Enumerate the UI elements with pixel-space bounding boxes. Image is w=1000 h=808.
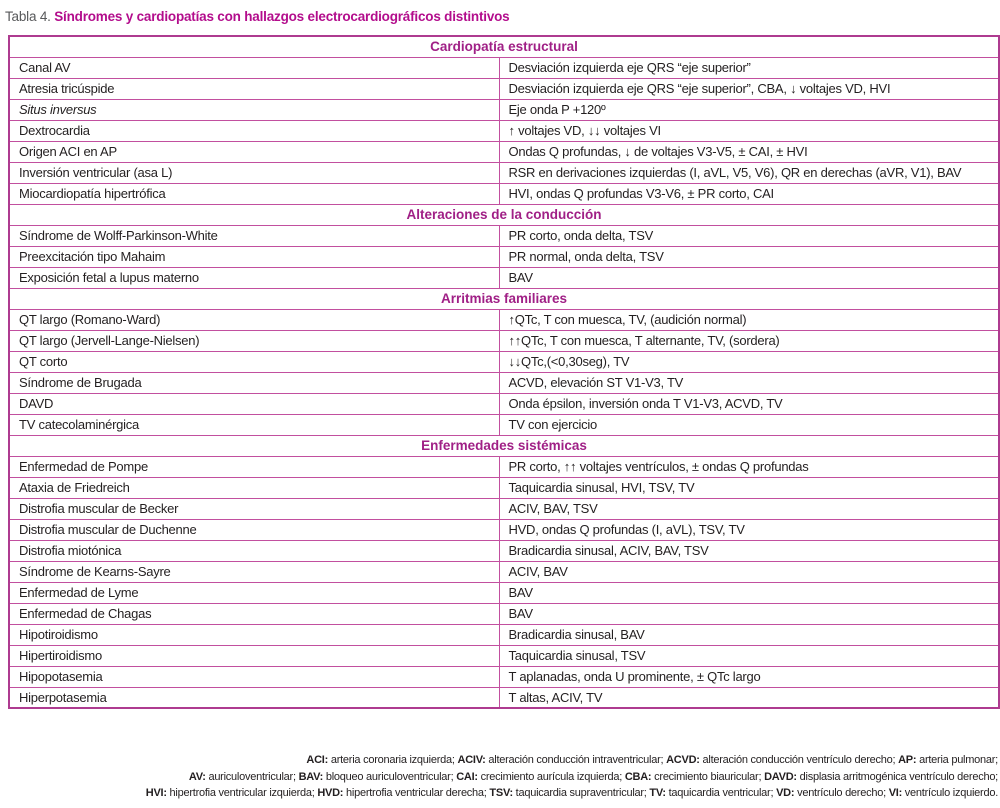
findings-cell: Bradicardia sinusal, BAV	[499, 624, 999, 645]
abbreviation-definition: alteración conducción intraventricular;	[485, 754, 667, 766]
findings-cell: Ondas Q profundas, ↓ de voltajes V3-V5, ± CAI, ± HVI	[499, 141, 999, 162]
findings-cell: ACIV, BAV	[499, 561, 999, 582]
findings-cell: ACIV, BAV, TSV	[499, 498, 999, 519]
table-row	[9, 78, 999, 99]
table-row	[9, 603, 999, 624]
findings-cell: BAV	[499, 603, 999, 624]
findings-cell: Desviación izquierda eje QRS “eje superior”, CBA, ↓ voltajes VD, HVI	[499, 78, 999, 99]
table-row	[9, 414, 999, 435]
table-row	[9, 456, 999, 477]
table-row	[9, 498, 999, 519]
findings-cell: RSR en derivaciones izquierdas (I, aVL, V5, V6), QR en derechas (aVR, V1), BAV	[499, 162, 999, 183]
table-row	[9, 99, 999, 120]
condition-cell: Preexcitación tipo Mahaim	[9, 246, 499, 267]
findings-cell: T aplanadas, onda U prominente, ± QTc largo	[499, 666, 999, 687]
condition-cell: DAVD	[9, 393, 499, 414]
section-header-row	[9, 435, 999, 456]
table-row	[9, 561, 999, 582]
condition-cell: Atresia tricúspide	[9, 78, 499, 99]
abbreviation-definition: hipertrofia ventricular derecha;	[343, 787, 490, 799]
section-header: Alteraciones de la conducción	[9, 204, 999, 225]
abbreviation-definition: arteria coronaria izquierda;	[328, 754, 458, 766]
condition-cell: QT largo (Romano-Ward)	[9, 309, 499, 330]
abbreviation: DAVD:	[764, 770, 797, 783]
table-row	[9, 309, 999, 330]
table-row	[9, 330, 999, 351]
table-row	[9, 351, 999, 372]
abbreviation: ACI:	[306, 754, 329, 766]
table-caption	[5, 9, 509, 24]
findings-cell: TV con ejercicio	[499, 414, 999, 435]
abbreviation-definition: arteria pulmonar;	[916, 754, 998, 766]
findings-cell: BAV	[499, 582, 999, 603]
findings-cell: BAV	[499, 267, 999, 288]
abbreviation-definition: crecimiento biauricular;	[651, 770, 765, 783]
abbreviation-definition: ventrículo izquierdo.	[902, 787, 998, 799]
condition-cell: QT corto	[9, 351, 499, 372]
findings-cell: ACVD, elevación ST V1-V3, TV	[499, 372, 999, 393]
abbreviation: CBA:	[624, 770, 652, 783]
table-row	[9, 225, 999, 246]
condition-cell: Hipotiroidismo	[9, 624, 499, 645]
condition-cell: Dextrocardia	[9, 120, 499, 141]
condition-cell: Ataxia de Friedreich	[9, 477, 499, 498]
footnote-line	[0, 785, 998, 802]
table-row	[9, 141, 999, 162]
abbreviation-definition: bloqueo auriculoventricular;	[323, 770, 457, 783]
table-row	[9, 162, 999, 183]
abbreviation-definition: alteración conducción ventrículo derecho;	[699, 754, 899, 766]
table-row	[9, 624, 999, 645]
ecg-findings-table	[8, 35, 1000, 709]
findings-cell: PR corto, onda delta, TSV	[499, 225, 999, 246]
table-row	[9, 267, 999, 288]
findings-cell: PR normal, onda delta, TSV	[499, 246, 999, 267]
condition-cell: Hipertiroidismo	[9, 645, 499, 666]
findings-cell: T altas, ACIV, TV	[499, 687, 999, 708]
abbreviation: ACIV:	[457, 754, 486, 766]
findings-cell: HVD, ondas Q profundas (I, aVL), TSV, TV	[499, 519, 999, 540]
findings-cell: ↓↓QTc,(<0,30seg), TV	[499, 351, 999, 372]
table-row	[9, 477, 999, 498]
condition-cell: Miocardiopatía hipertrófica	[9, 183, 499, 204]
abbreviation: VD:	[776, 787, 795, 799]
condition-cell: TV catecolaminérgica	[9, 414, 499, 435]
abbreviation-definition: taquicardia supraventricular;	[512, 787, 650, 799]
findings-cell: ↑↑QTc, T con muesca, T alternante, TV, (sordera)	[499, 330, 999, 351]
abbreviation: AP:	[898, 754, 917, 766]
condition-cell: Hipopotasemia	[9, 666, 499, 687]
findings-cell: Bradicardia sinusal, ACIV, BAV, TSV	[499, 540, 999, 561]
abbreviation: TSV:	[489, 787, 513, 799]
section-header-row	[9, 204, 999, 225]
condition-cell: QT largo (Jervell-Lange-Nielsen)	[9, 330, 499, 351]
table-row	[9, 666, 999, 687]
abbreviation: BAV:	[298, 770, 324, 783]
abbreviation: VI:	[888, 787, 902, 799]
abbreviation: TV:	[649, 787, 666, 799]
findings-cell: Desviación izquierda eje QRS “eje superior”	[499, 57, 999, 78]
section-header-row	[9, 288, 999, 309]
abbreviation: ACVD:	[666, 754, 700, 766]
condition-cell: Síndrome de Wolff-Parkinson-White	[9, 225, 499, 246]
section-header: Arritmias familiares	[9, 288, 999, 309]
findings-cell: PR corto, ↑↑ voltajes ventrículos, ± ondas Q profundas	[499, 456, 999, 477]
condition-cell: Exposición fetal a lupus materno	[9, 267, 499, 288]
table-row	[9, 246, 999, 267]
abbreviation: AV:	[188, 770, 206, 783]
findings-cell: Onda épsilon, inversión onda T V1-V3, ACVD, TV	[499, 393, 999, 414]
table-row	[9, 582, 999, 603]
abbreviation: CAI:	[456, 770, 478, 783]
condition-cell: Situs inversus	[9, 99, 499, 120]
abbreviation-definition: displasia arritmogénica ventrículo derecho;	[796, 770, 998, 783]
abbreviation-definition: hipertrofia ventricular izquierda;	[166, 787, 318, 799]
abbreviation-definition: crecimiento aurícula izquierda;	[477, 770, 625, 783]
footnote-line	[0, 752, 998, 769]
findings-cell: HVI, ondas Q profundas V3-V6, ± PR corto, CAI	[499, 183, 999, 204]
table-caption-number: Tabla 4.	[5, 9, 51, 24]
findings-cell: Eje onda P +120º	[499, 99, 999, 120]
table-row	[9, 540, 999, 561]
table-row	[9, 372, 999, 393]
table-row	[9, 519, 999, 540]
condition-cell: Origen ACI en AP	[9, 141, 499, 162]
findings-cell: Taquicardia sinusal, HVI, TSV, TV	[499, 477, 999, 498]
condition-cell: Canal AV	[9, 57, 499, 78]
condition-cell: Enfermedad de Lyme	[9, 582, 499, 603]
condition-cell: Enfermedad de Pompe	[9, 456, 499, 477]
table-row	[9, 183, 999, 204]
abbreviations-footnote	[0, 752, 998, 802]
condition-cell: Inversión ventricular (asa L)	[9, 162, 499, 183]
condition-cell: Distrofia muscular de Duchenne	[9, 519, 499, 540]
condition-cell: Hiperpotasemia	[9, 687, 499, 708]
table-caption-title: Síndromes y cardiopatías con hallazgos electrocardiográficos distintivos	[54, 9, 510, 24]
condition-cell: Distrofia miotónica	[9, 540, 499, 561]
abbreviation: HVI:	[145, 787, 167, 799]
abbreviation-definition: auriculoventricular;	[205, 770, 299, 783]
section-header-row	[9, 36, 999, 57]
condition-cell: Enfermedad de Chagas	[9, 603, 499, 624]
findings-cell: Taquicardia sinusal, TSV	[499, 645, 999, 666]
footnote-line	[0, 769, 998, 786]
condition-cell: Síndrome de Brugada	[9, 372, 499, 393]
findings-cell: ↑QTc, T con muesca, TV, (audición normal)	[499, 309, 999, 330]
section-header: Cardiopatía estructural	[9, 36, 999, 57]
table-row	[9, 687, 999, 708]
condition-cell: Síndrome de Kearns-Sayre	[9, 561, 499, 582]
table-row	[9, 645, 999, 666]
abbreviation-definition: ventrículo derecho;	[794, 787, 889, 799]
findings-cell: ↑ voltajes VD, ↓↓ voltajes VI	[499, 120, 999, 141]
condition-cell: Distrofia muscular de Becker	[9, 498, 499, 519]
table-row	[9, 120, 999, 141]
table-row	[9, 393, 999, 414]
abbreviation: HVD:	[317, 787, 344, 799]
table-row	[9, 57, 999, 78]
section-header: Enfermedades sistémicas	[9, 435, 999, 456]
abbreviation-definition: taquicardia ventricular;	[665, 787, 777, 799]
